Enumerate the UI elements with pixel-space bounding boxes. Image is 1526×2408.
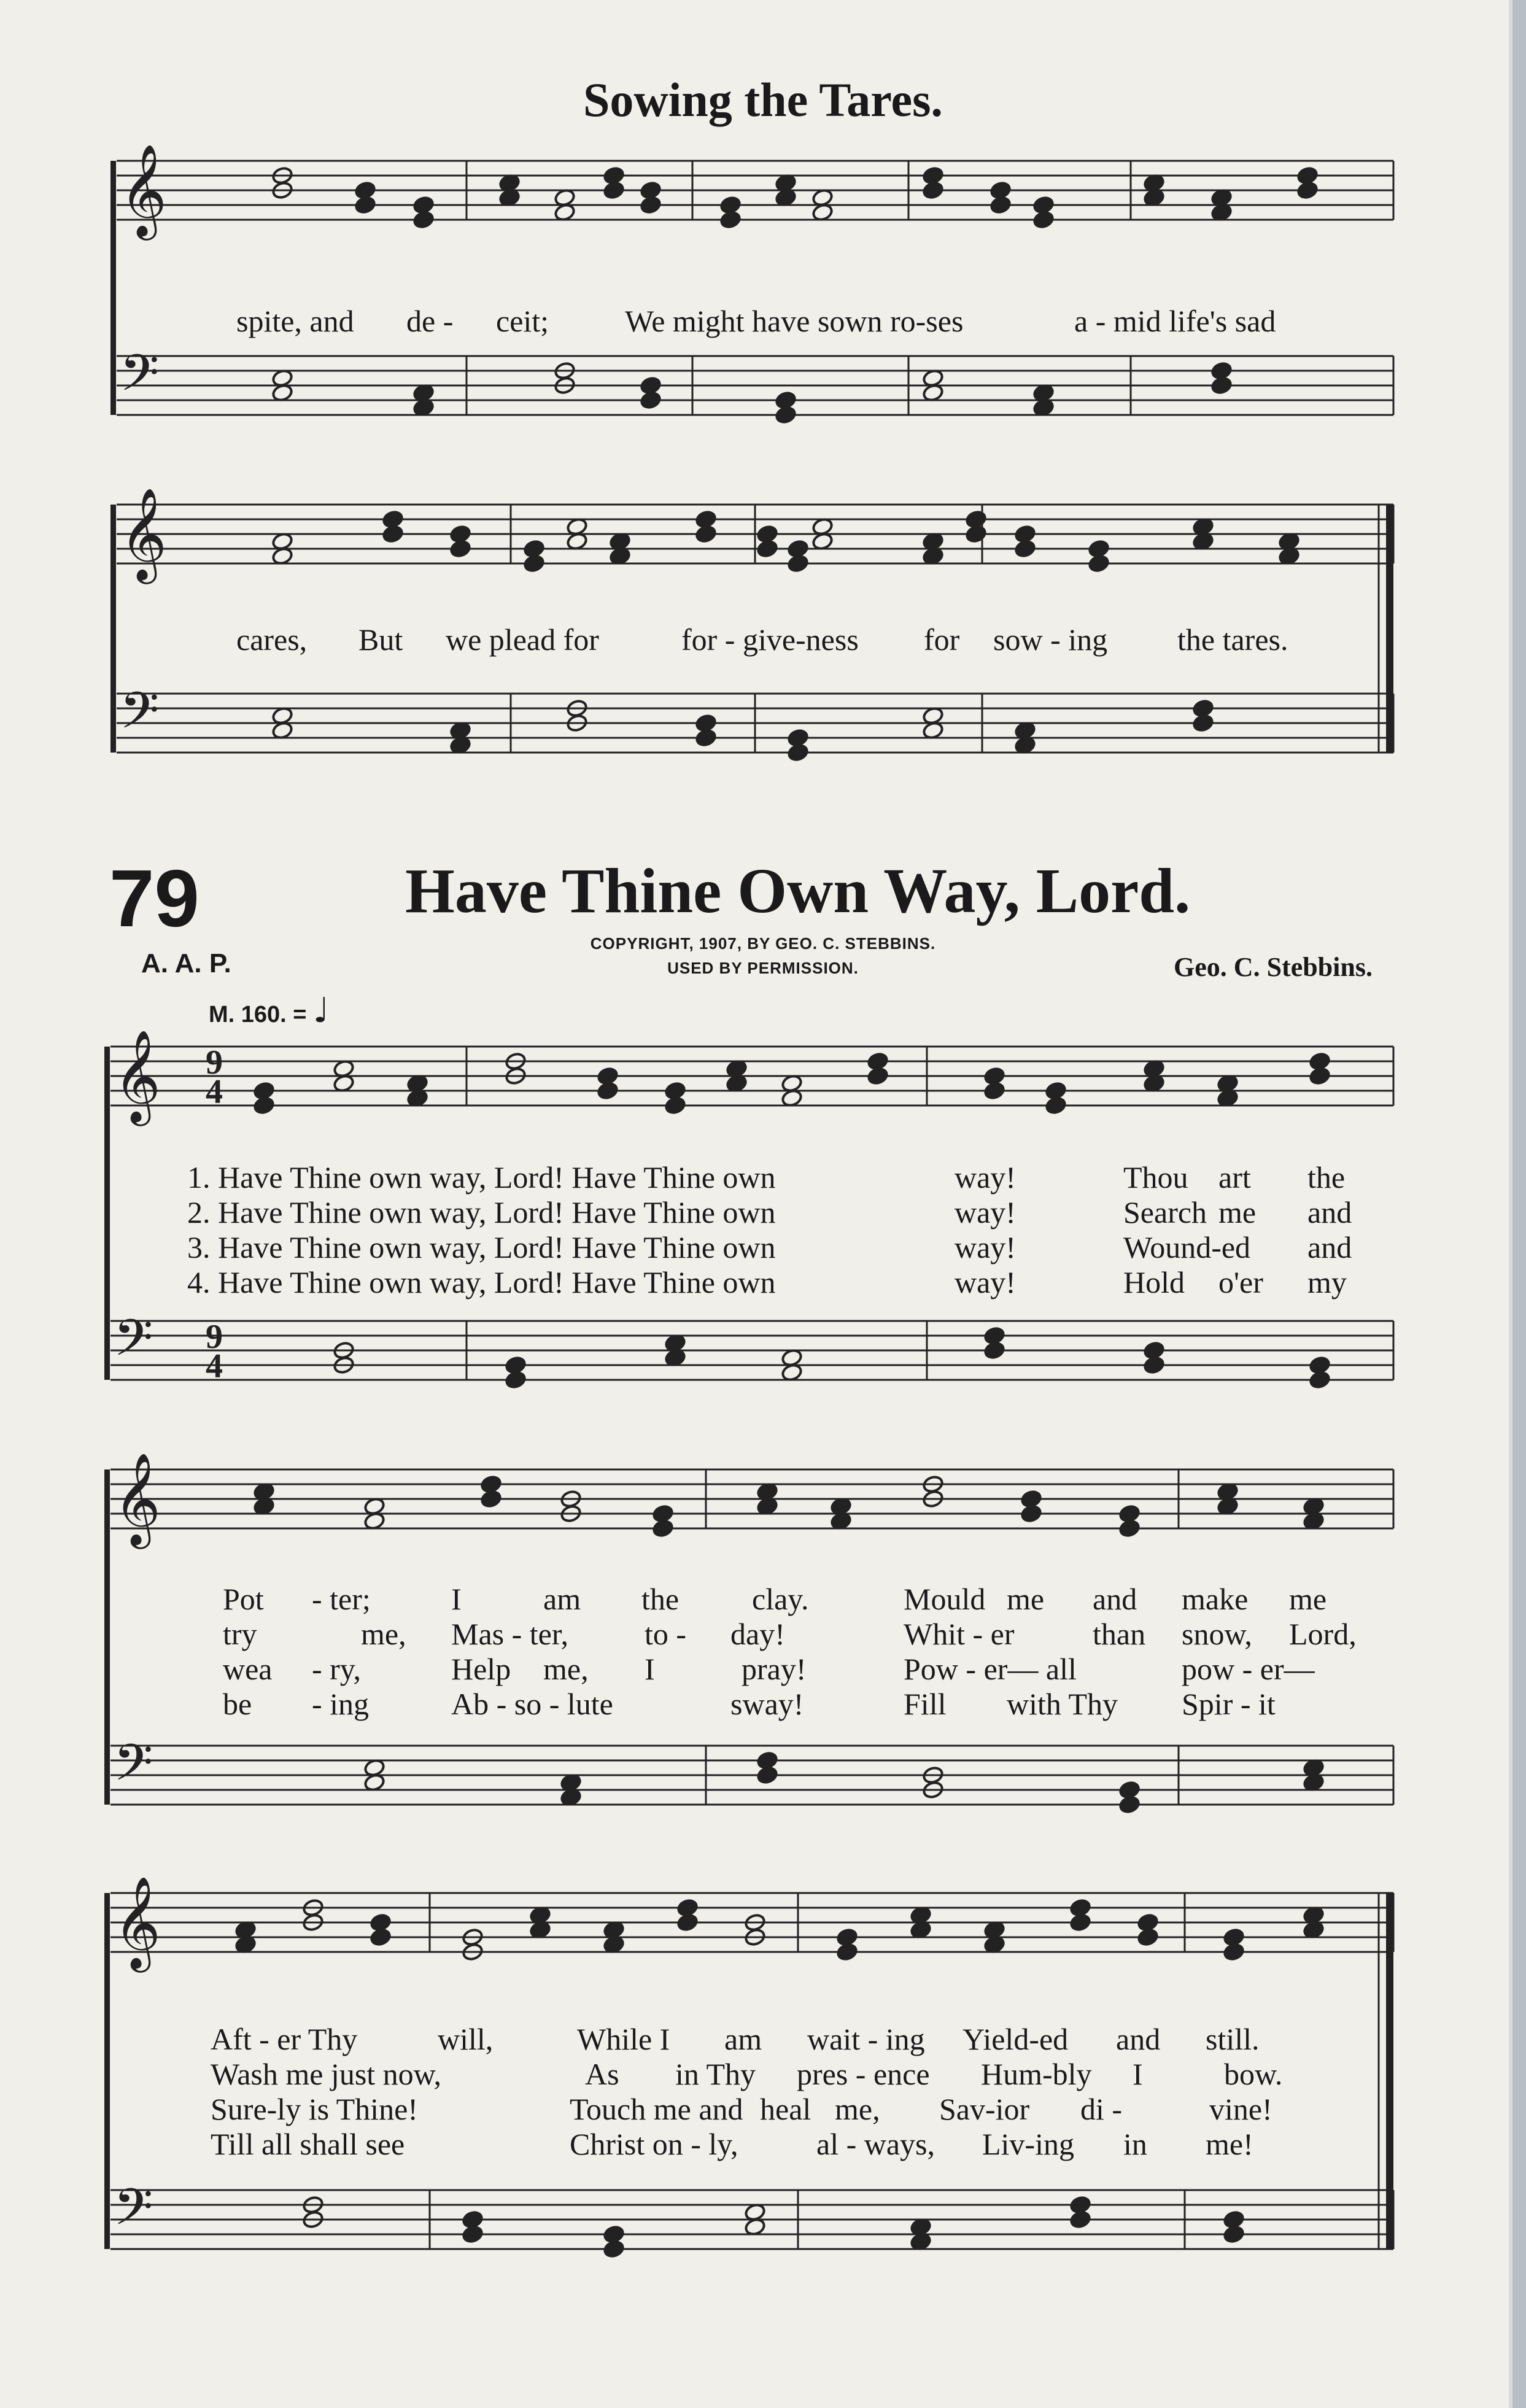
note-head (676, 1913, 699, 1932)
lyric-text: Hold (1123, 1265, 1185, 1299)
lyric-word: for - give-ness (681, 622, 859, 657)
hymn-number: 79 (109, 853, 199, 943)
system-bracket (110, 161, 116, 415)
lyric-text: pray! (742, 1652, 807, 1686)
lyric-text: pres - ence (797, 2057, 930, 2091)
lyric-text: try (223, 1617, 257, 1651)
permission-notice: USED BY PERMISSION. (667, 959, 859, 977)
lyric-text: way! (955, 1195, 1016, 1229)
lyric-text: As (585, 2057, 619, 2091)
lyric-word: cares, (236, 622, 308, 657)
note-head (412, 211, 435, 230)
note-head (922, 181, 944, 200)
bass-clef-icon: 𝄢 (120, 681, 160, 753)
note-head (640, 196, 662, 215)
lyric-text: Mould (904, 1582, 986, 1616)
note-head (775, 406, 797, 425)
lyric-text: Yield-ed (962, 2022, 1069, 2056)
final-bar-line (1386, 1893, 1393, 2249)
lyric-text: - ry, (312, 1652, 362, 1686)
note-head (462, 2225, 484, 2244)
system-bracket (104, 1047, 110, 1380)
lyric-text: - ing (312, 1687, 370, 1721)
bass-clef-icon: 𝄢 (120, 343, 160, 415)
final-bar-line (1386, 505, 1393, 753)
note-head (1210, 376, 1233, 395)
note-head (640, 391, 662, 410)
note-head (1032, 211, 1055, 230)
lyric-text: Liv-ing (982, 2127, 1074, 2161)
lyric-text: vine! (1209, 2092, 1272, 2126)
lyric-text: al - ways, (816, 2127, 935, 2161)
lyric-word: we plead for (446, 622, 599, 657)
time-signature: 9 (206, 1318, 223, 1356)
bass-clef-icon: 𝄢 (114, 1733, 153, 1805)
lyric-text: di - (1080, 2092, 1123, 2126)
note-head (719, 211, 742, 230)
note-head (253, 1096, 275, 1115)
lyric-text: Lord, (1289, 1617, 1357, 1651)
lyric-text: and (1093, 1582, 1137, 1616)
lyric-text: me (1289, 1582, 1327, 1616)
hymn-78-title: Sowing the Tares. (583, 73, 943, 126)
lyric-word: de - (406, 304, 454, 338)
note-head (523, 554, 545, 573)
note-head (1088, 554, 1110, 573)
note-head (1020, 1504, 1042, 1523)
note-head (787, 743, 809, 762)
note-head (354, 196, 376, 215)
lyric-text: the (641, 1582, 680, 1616)
lyric-text: Spir - it (1182, 1687, 1276, 1721)
lyric-word: ceit; (496, 304, 549, 338)
note-head (1223, 1943, 1245, 1962)
lyric-text: my (1307, 1265, 1347, 1299)
note-head (1143, 1356, 1165, 1375)
lyric-text: I (645, 1652, 655, 1686)
lyric-text: way! (955, 1160, 1016, 1194)
lyric-text: Sav-ior (939, 2092, 1030, 2126)
treble-clef-icon: 𝄞 (114, 1875, 161, 1969)
lyric-text: day! (730, 1617, 785, 1651)
time-signature: 4 (206, 1347, 223, 1385)
lyric-text: Till all shall see (211, 2127, 405, 2161)
lyric-word: sow - ing (993, 622, 1108, 657)
lyric-text: heal (760, 2092, 811, 2126)
lyric-text: make (1182, 1582, 1249, 1616)
note-head (370, 1928, 392, 1947)
note-head (603, 2240, 625, 2259)
lyric-text: I (1133, 2057, 1143, 2091)
lyric-word: a - mid life's sad (1074, 304, 1276, 338)
lyric-text: am (543, 1582, 581, 1616)
lyric-text: Help (451, 1652, 511, 1686)
system-bracket (104, 1469, 110, 1805)
note-head (836, 1943, 858, 1962)
lyric-text: and (1116, 2022, 1161, 2056)
lyric-text: Whit - er (904, 1617, 1015, 1651)
composer-name: Geo. C. Stebbins. (1174, 952, 1373, 982)
lyric-text: art (1218, 1160, 1251, 1194)
time-signature: 4 (206, 1073, 223, 1111)
note-head (1223, 2225, 1245, 2244)
system-bracket (104, 1893, 110, 2249)
lyric-text: Mas - ter, (451, 1617, 568, 1651)
system-bracket (110, 505, 116, 753)
bass-clef-icon: 𝄢 (114, 2177, 153, 2249)
lyric-text: me (1007, 1582, 1045, 1616)
note-head (449, 540, 471, 559)
lyric-text: me! (1206, 2127, 1253, 2161)
note-head (1309, 1067, 1331, 1086)
note-head (1192, 714, 1214, 733)
lyric-word: We might have sown ro-ses (625, 304, 964, 338)
lyric-text: wait - ing (807, 2022, 925, 2056)
note-head (787, 554, 809, 573)
bass-clef-icon: 𝄢 (114, 1308, 153, 1380)
note-head (990, 196, 1012, 215)
note-head (1118, 1519, 1141, 1538)
lyric-text: me, (835, 2092, 880, 2126)
note-head (1118, 1795, 1141, 1814)
lyric-text: and (1307, 1195, 1352, 1229)
note-head (756, 1766, 778, 1785)
note-head (382, 525, 404, 544)
lyric-text: Ab - so - lute (451, 1687, 613, 1721)
author-initials: A. A. P. (141, 948, 231, 978)
hymn-79-title: Have Thine Own Way, Lord. (405, 856, 1191, 926)
note-head (652, 1519, 674, 1538)
lyric-text: with Thy (1007, 1687, 1118, 1721)
lyric-text: be (223, 1687, 252, 1721)
lyric-text: in Thy (675, 2057, 756, 2091)
lyric-text: Search (1123, 1195, 1207, 1229)
lyric-text: to - (645, 1617, 687, 1651)
lyric-word: But (358, 622, 403, 657)
note-head (1069, 1913, 1091, 1932)
lyric-text: than (1093, 1617, 1146, 1651)
lyric-text: the (1307, 1160, 1346, 1194)
lyric-text: 2. Have Thine own way, Lord! Have Thine own (187, 1195, 776, 1229)
note-head (1069, 2210, 1091, 2229)
tempo-marking (209, 991, 329, 1031)
note-head (983, 1341, 1005, 1360)
lyric-text: in (1123, 2127, 1147, 2161)
note-head (695, 729, 717, 748)
lyric-text: am (724, 2022, 762, 2056)
tempo-text: M. 160. = (209, 1002, 307, 1028)
treble-clef-icon: 𝄞 (114, 1029, 161, 1122)
treble-clef-icon: 𝄞 (120, 487, 167, 580)
lyric-text: Pot (223, 1582, 264, 1616)
lyric-text: way! (955, 1230, 1016, 1264)
note-head (1014, 540, 1036, 559)
lyric-text: 3. Have Thine own way, Lord! Have Thine own (187, 1230, 776, 1264)
lyric-text: and (1307, 1230, 1352, 1264)
lyric-text: Thou (1123, 1160, 1188, 1194)
note-head (1137, 1928, 1159, 1947)
lyric-text: 4. Have Thine own way, Lord! Have Thine own (187, 1265, 776, 1299)
note-head (603, 181, 625, 200)
lyric-text: me, (543, 1652, 589, 1686)
lyric-text: me, (361, 1617, 406, 1651)
quarter-note-icon: ♩ (313, 991, 330, 1031)
note-head (695, 525, 717, 544)
lyric-text: Fill (904, 1687, 947, 1721)
lyric-text: pow - er— (1182, 1652, 1315, 1686)
note-head (965, 525, 987, 544)
lyric-text: 1. Have Thine own way, Lord! Have Thine own (187, 1160, 776, 1194)
note-head (867, 1067, 889, 1086)
lyric-word: spite, and (236, 304, 354, 338)
lyric-text: Sure-ly is Thine! (211, 2092, 418, 2126)
note-head (480, 1490, 502, 1509)
lyric-text: o'er (1218, 1265, 1263, 1299)
lyric-text: Hum-bly (981, 2057, 1092, 2091)
lyric-text: snow, (1182, 1617, 1252, 1651)
lyric-text: way! (955, 1265, 1016, 1299)
lyric-text: Touch me and (570, 2092, 743, 2126)
lyric-text: While I (577, 2022, 670, 2056)
note-head (1045, 1096, 1067, 1115)
lyric-text: wea (223, 1652, 273, 1686)
lyric-text: - ter; (312, 1582, 371, 1616)
time-signature: 9 (206, 1043, 223, 1082)
treble-clef-icon: 𝄞 (120, 143, 167, 236)
note-head (664, 1096, 686, 1115)
lyric-text: I (451, 1582, 462, 1616)
lyric-text: Christ on - ly, (570, 2127, 738, 2161)
lyric-text: sway! (730, 1687, 804, 1721)
note-head (756, 540, 778, 559)
lyric-text: will, (438, 2022, 494, 2056)
note-head (1309, 1371, 1331, 1390)
lyric-text: clay. (752, 1582, 809, 1616)
lyric-text: bow. (1224, 2057, 1283, 2091)
lyric-text: Wash me just now, (211, 2057, 442, 2091)
note-head (505, 1371, 527, 1390)
note-head (983, 1082, 1005, 1101)
copyright-notice: COPYRIGHT, 1907, BY GEO. C. STEBBINS. (590, 934, 936, 953)
lyric-text: Pow - er— all (904, 1652, 1077, 1686)
note-head (1296, 181, 1319, 200)
lyric-word: the tares. (1177, 622, 1288, 657)
lyric-text: Aft - er Thy (211, 2022, 358, 2056)
lyric-text: Wound-ed (1123, 1230, 1251, 1264)
note-head (597, 1082, 619, 1101)
treble-clef-icon: 𝄞 (114, 1452, 161, 1545)
lyric-text: still. (1206, 2022, 1260, 2056)
lyric-word: for (924, 622, 960, 657)
lyric-text: me (1218, 1195, 1257, 1229)
